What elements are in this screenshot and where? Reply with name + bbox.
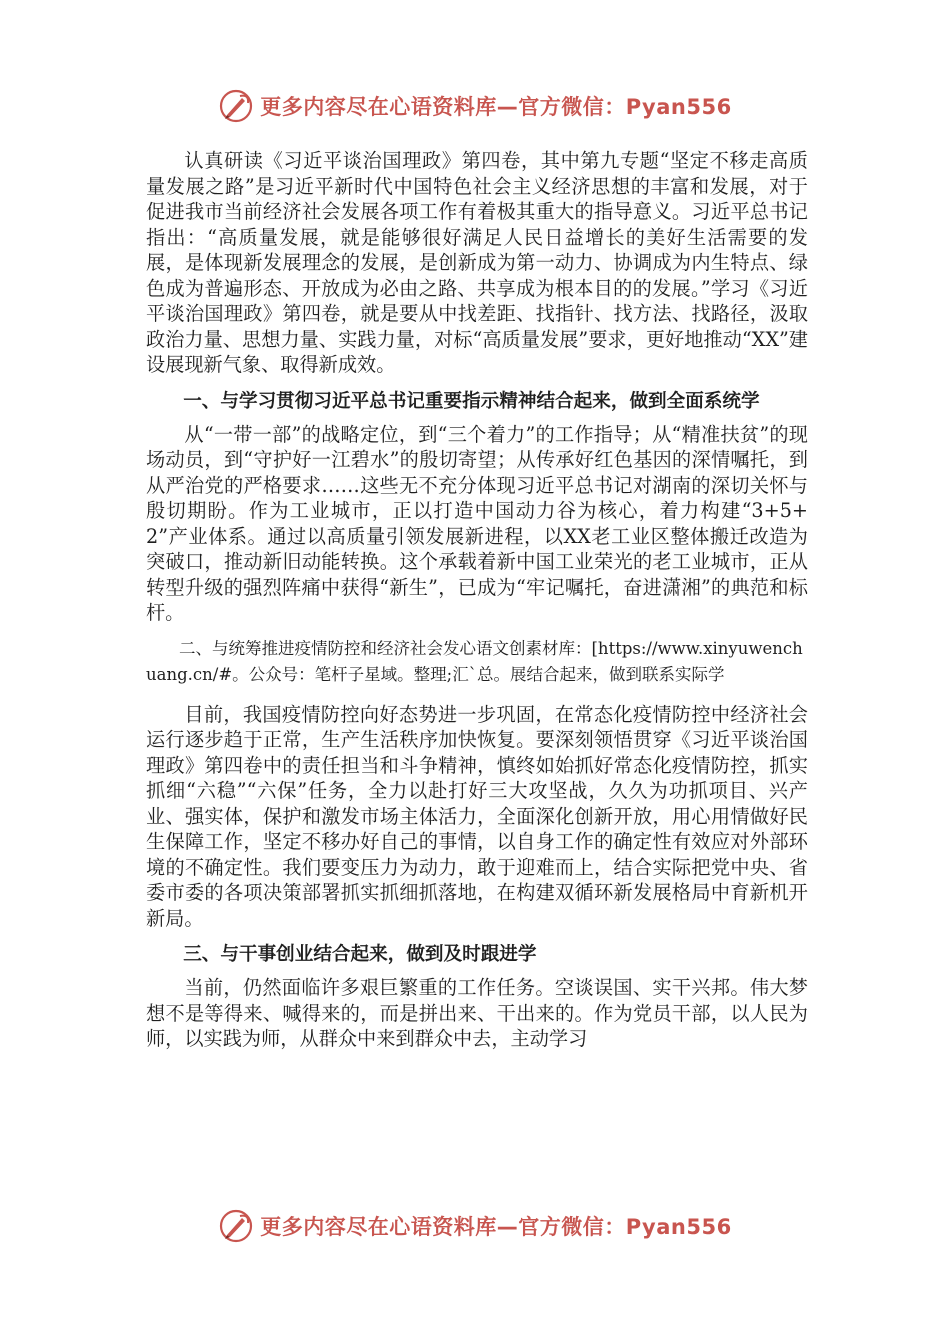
footer-banner-text: 更多内容尽在心语资料库—官方微信：Pyan556: [260, 1215, 732, 1239]
header-banner: [0, 86, 950, 126]
section1-paragraph: 从“一带一部”的战略定位，到“三个着力”的工作指导；从“精准扶贫”的现场动员，到“守护好一江碧水”的殷切寄望；从传承好红色基因的深情嘱托，到从严治党的严格要求……这些无不充分体现习近平总书记对湖南的深切关怀与殷切期盼。作为工业城市，正以打造中国动力谷为核心，着力构建“3+5+2”产业体系。通过以高质量引领发展新进程，以XX老工业区整体搬迁改造为突破口，推动新旧动能转换。这个承载着新中国工业荣光的老工业城市，正从转型升级的强烈阵痛中获得“新生”，已成为“牢记嘱托，奋进潇湘”的典范和标杆。: [146, 422, 808, 624]
section3-paragraph: 当前，仍然面临许多艰巨繁重的工作任务。空谈误国、实干兴邦。伟大梦想不是等得来、喊得来的，而是拼出来、干出来的。作为党员干部，以人民为师，以实践为师，从群众中来到群众中去，主动学习: [146, 976, 808, 1050]
document-body: [146, 148, 808, 1052]
section2-paragraph: 目前，我国疫情防控向好态势进一步巩固，在常态化疫情防控中经济社会运行逐步趋于正常，生产生活秩序加快恢复。要深刻领悟贯穿《习近平谈治国理政》第四卷中的责任担当和斗争精神，慎终如始抓好常态化疫情防控，抓实抓细“六稳”“六保”任务，全力以赴打好三大攻坚战，久久为功抓项目、兴产业、强实体，保护和激发市场主体活力，全面深化创新开放，用心用情做好民生保障工作，坚定不移办好自己的事情，以自身工作的确定性有效应对外部环境的不确定性。我们要变压力为动力，敢于迎难而上，结合实际把党中央、省委市委的各项决策部署抓实抓细抓落地，在构建双循环新发展格局中育新机开新局。: [146, 702, 808, 930]
header-banner-text: 更多内容尽在心语资料库—官方微信：Pyan556: [260, 95, 732, 119]
intro-paragraph: 认真研读《习近平谈治国理政》第四卷，其中第九专题“坚定不移走高质量发展之路”是习近平新时代中国特色社会主义经济思想的丰富和发展，对于促进我市当前经济社会发展各项工作有着极其重大的指导意义。习近平总书记指出：“高质量发展，就是能够很好满足人民日益增长的美好生活需要的发展，是体现新发展理念的发展，是创新成为第一动力、协调成为内生特点、绿色成为普遍形态、开放成为必由之路、共享成为根本目的的发展。”学习《习近平谈治国理政》第四卷，就是要从中找差距、找指针、找方法、找路径，汲取政治力量、思想力量、实践力量，对标“高质量发展”要求，更好地推动“XX”建设展现新气象、取得新成效。: [146, 149, 808, 376]
pen-logo-icon: [218, 88, 254, 124]
section2-heading: 二、与统筹推进疫情防控和经济社会发心语文创素材库：[https://www.xinyuwenchuang.cn/#。公众号：笔杆子星域。整理;汇`总。展结合起来，做到联系实际学: [146, 638, 803, 684]
section3-heading: 三、与干事创业结合起来，做到及时跟进学: [183, 944, 537, 965]
footer-banner: [0, 1206, 950, 1246]
section1-heading: 一、与学习贯彻习近平总书记重要指示精神结合起来，做到全面系统学: [183, 390, 760, 412]
pen-logo-icon: [218, 1208, 254, 1244]
